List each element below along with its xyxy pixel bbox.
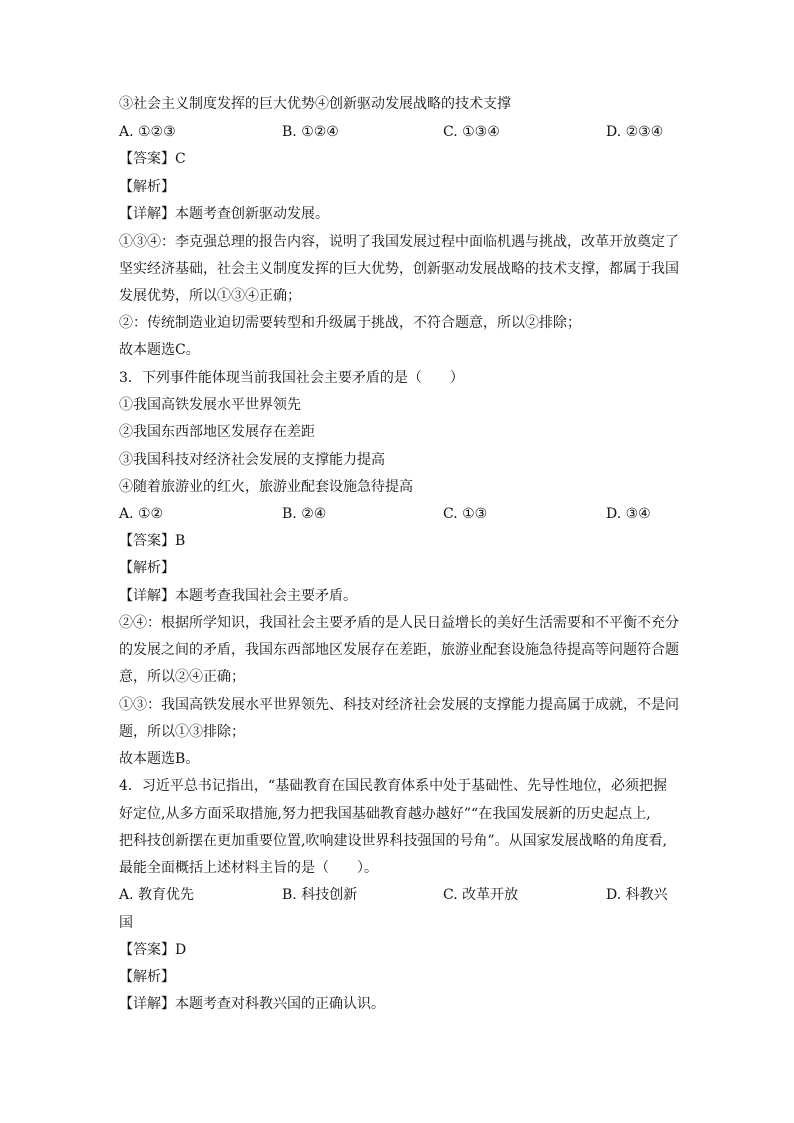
option-a: A. ①② — [119, 506, 164, 522]
options-row-q4 — [119, 886, 679, 904]
options-row-q3 — [119, 505, 679, 523]
statement-item: ①我国高铁发展水平世界领先 — [119, 397, 301, 413]
option-b: B. 科技创新 — [282, 887, 358, 903]
option-d-continuation: 国 — [119, 915, 133, 931]
option-b: B. ②④ — [282, 506, 327, 522]
explanation-line: ①③④：李克强总理的报告内容，说明了我国发展过程中面临机遇与挑战，改革开放奠定了 — [119, 234, 679, 250]
analysis-heading: 【解析】 — [119, 560, 175, 576]
explanation-line: ②④：根据所学知识，我国社会主要矛盾的是人民日益增长的美好生活需要和不平衡不充分 — [119, 615, 679, 631]
explanation-line: ①③：我国高铁发展水平世界领先、科技对经济社会发展的支撑能力提高属于成就，不是问 — [119, 697, 679, 713]
detail-line: 【详解】本题考查创新驱动发展。 — [119, 206, 329, 222]
option-line-3-4: ③社会主义制度发挥的巨大优势④创新驱动发展战略的技术支撑 — [119, 96, 511, 112]
option-b: B. ①②④ — [282, 124, 339, 140]
option-d: D. 科教兴 — [606, 887, 668, 903]
conclusion-line: 故本题选C。 — [119, 342, 200, 358]
statement-item: ④随着旅游业的红火，旅游业配套设施急待提高 — [119, 479, 413, 495]
detail-line: 【详解】本题考查我国社会主要矛盾。 — [119, 588, 357, 604]
option-a: A. ①②③ — [119, 124, 176, 140]
option-d: D. ②③④ — [606, 124, 664, 140]
answer-line: 【答案】D — [119, 942, 187, 958]
option-a: A. 教育优先 — [119, 887, 195, 903]
options-row-q2 — [119, 123, 679, 141]
question-4-stem: 把科技创新摆在更加重要位置,吹响建设世界科技强国的号角”。从国家发展战略的角度看, — [119, 833, 668, 849]
detail-line: 【详解】本题考查对科教兴国的正确认识。 — [119, 996, 385, 1012]
statement-item: ③我国科技对经济社会发展的支撑能力提高 — [119, 452, 385, 468]
option-d: D. ③④ — [606, 506, 651, 522]
question-4-stem: 好定位,从多方面采取措施,努力把我国基础教育越办越好”“在我国发展新的历史起点上, — [119, 806, 651, 822]
question-3-stem: 3．下列事件能体现当前我国社会主要矛盾的是（ ） — [119, 370, 464, 386]
option-c: C. 改革开放 — [443, 887, 519, 903]
option-c: C. ①③④ — [443, 124, 500, 140]
question-4-stem: 最能全面概括上述材料主旨的是（ ）。 — [119, 860, 378, 876]
statement-item: ②我国东西部地区发展存在差距 — [119, 424, 315, 440]
explanation-line: 的发展之间的矛盾，我国东西部地区发展存在差距，旅游业配套设施急待提高等问题符合题 — [119, 642, 679, 658]
analysis-heading: 【解析】 — [119, 179, 175, 195]
explanation-line: ②：传统制造业迫切需要转型和升级属于挑战，不符合题意，所以②排除； — [119, 315, 581, 331]
explanation-line: 坚实经济基础，社会主义制度发挥的巨大优势，创新驱动发展战略的技术支撑，都属于我国 — [119, 261, 679, 277]
question-4-stem: 4．习近平总书记指出，“基础教育在国民教育体系中处于基础性、先导性地位，必须把握 — [119, 778, 668, 794]
explanation-line: 题，所以①③排除； — [119, 724, 245, 740]
conclusion-line: 故本题选B。 — [119, 751, 200, 767]
explanation-line: 发展优势，所以①③④正确； — [119, 288, 301, 304]
answer-line: 【答案】C — [119, 151, 186, 167]
explanation-line: 意，所以②④正确； — [119, 669, 245, 685]
answer-line: 【答案】B — [119, 533, 186, 549]
analysis-heading: 【解析】 — [119, 969, 175, 985]
option-c: C. ①③ — [443, 506, 488, 522]
